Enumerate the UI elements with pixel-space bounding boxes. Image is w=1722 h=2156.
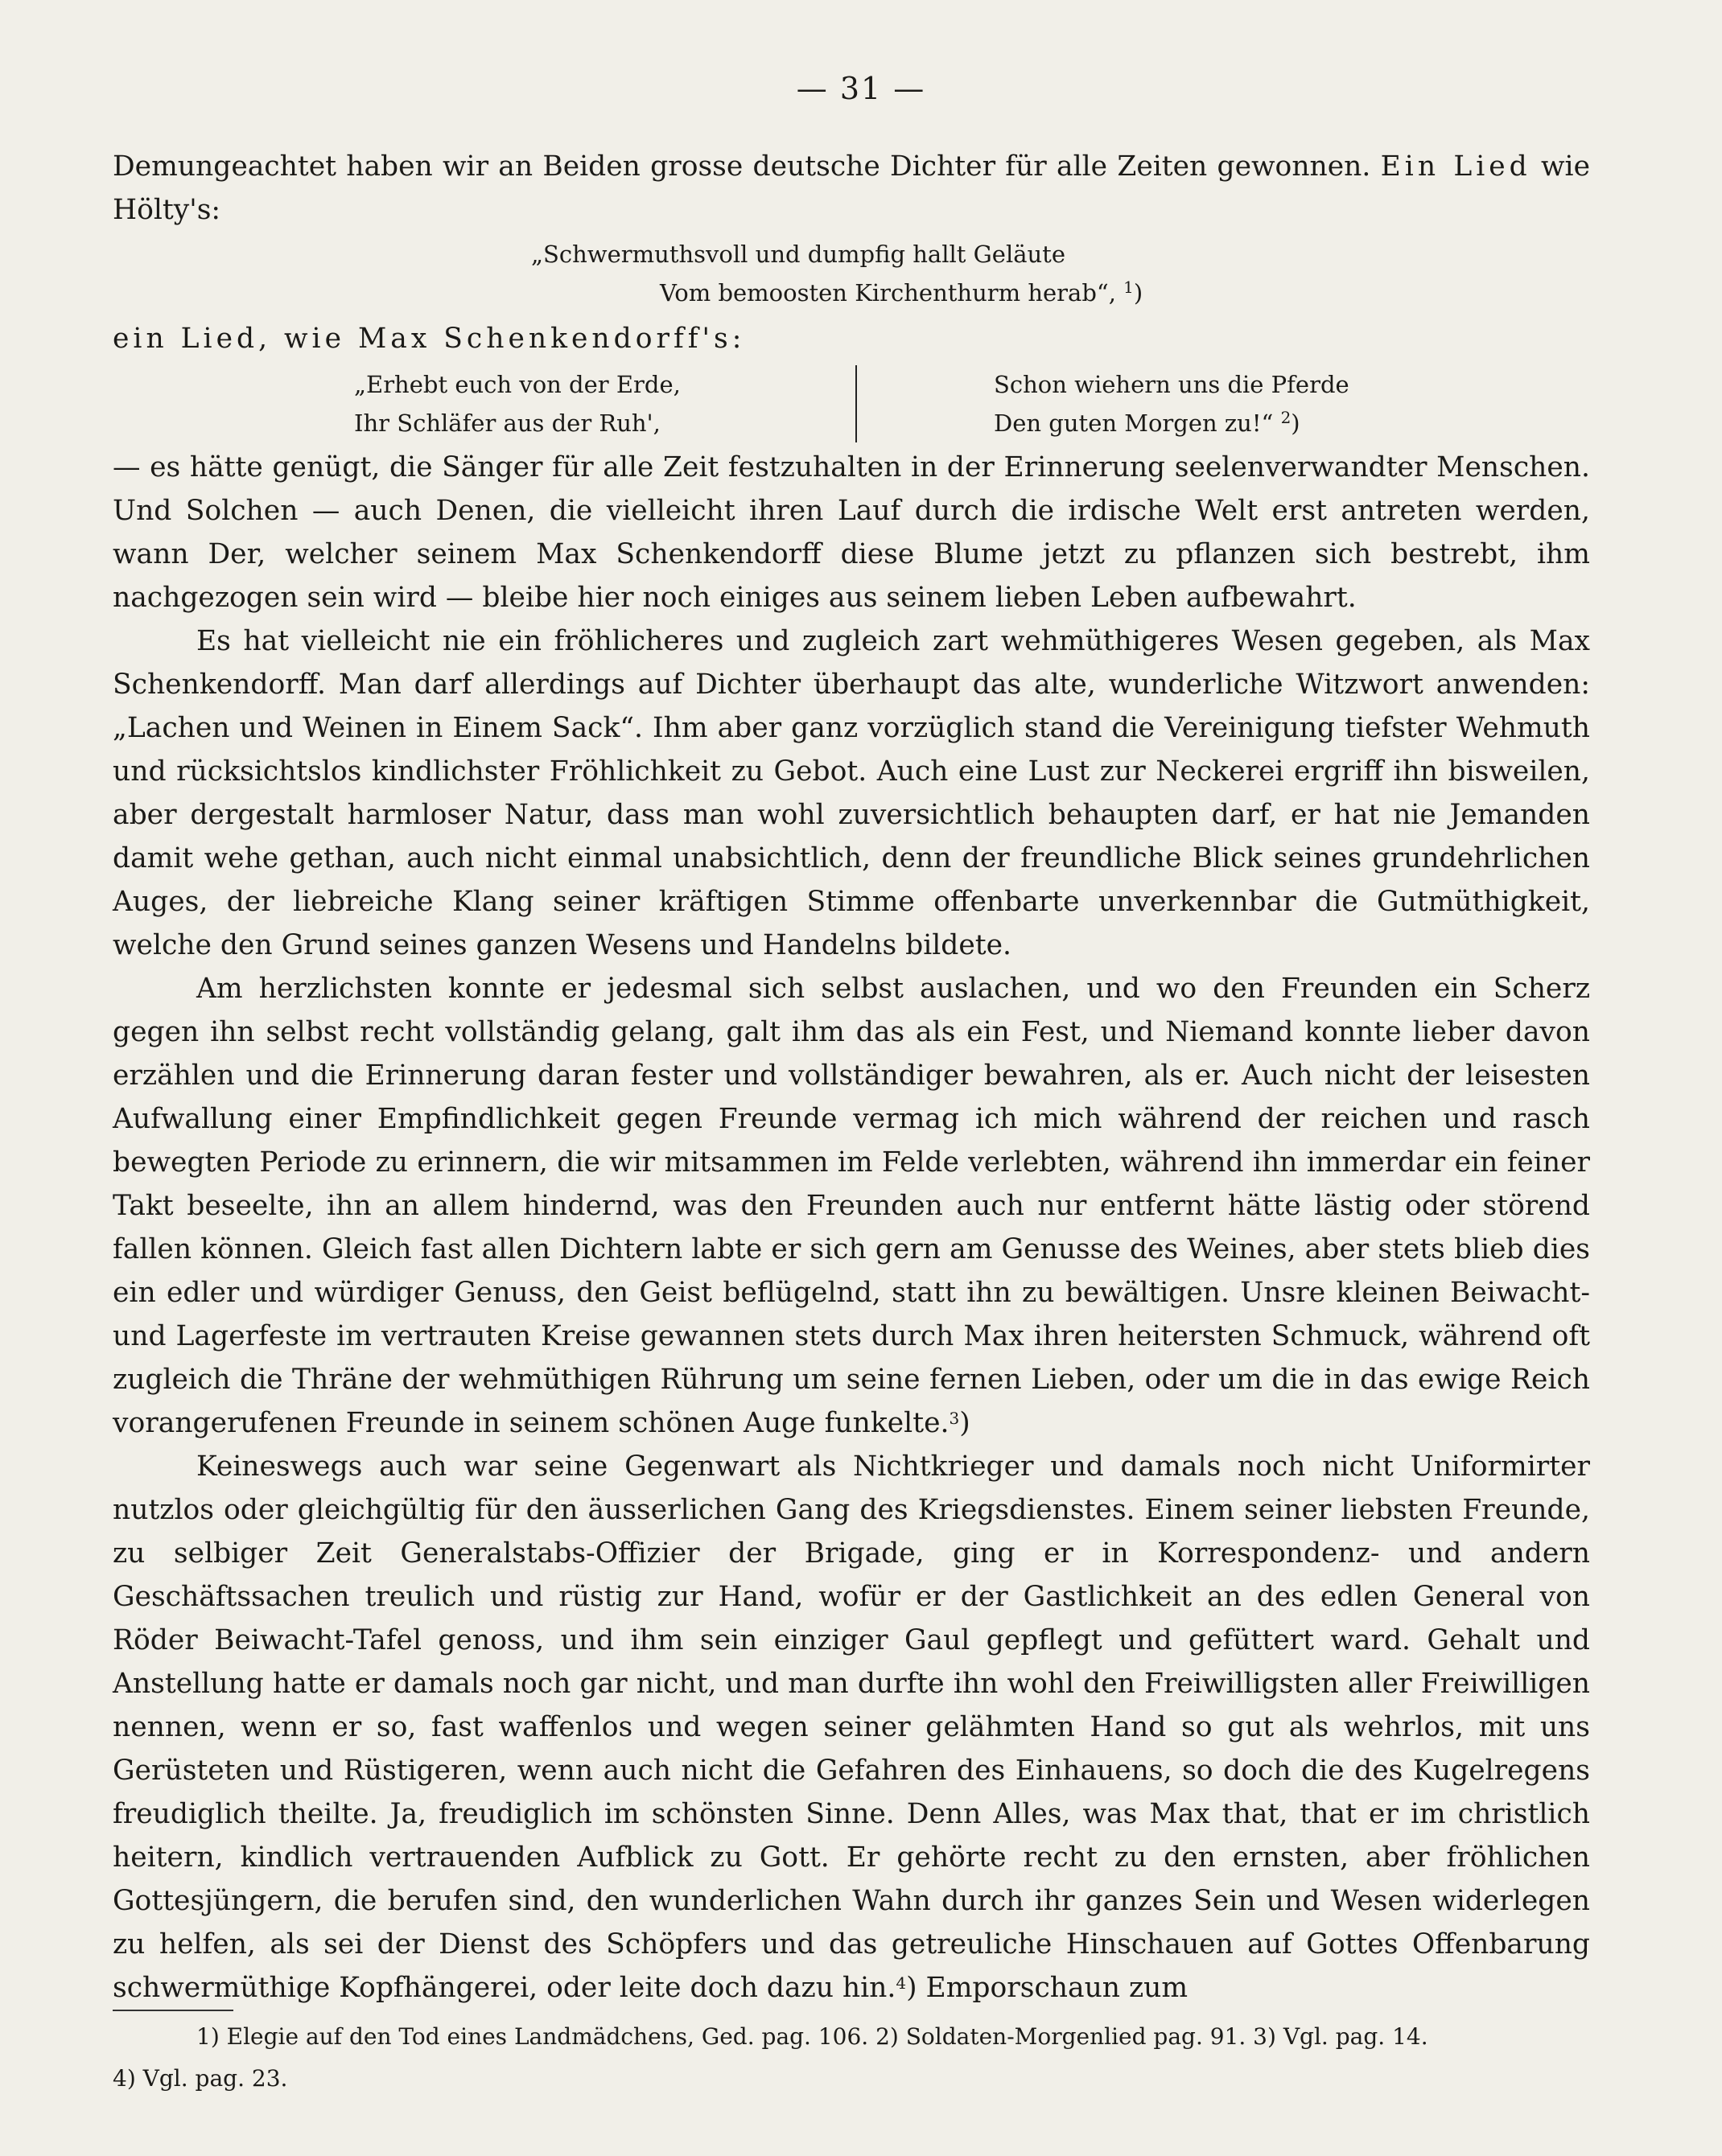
quote-holty-line2: Vom bemoosten Kirchenthurm herab“, <box>660 279 1116 307</box>
quote-holty-line2-wrap: Vom bemoosten Kirchenthurm herab“, $^1$) <box>660 278 1143 307</box>
footnote-line-2: 4) Vgl. pag. 23. <box>113 2065 288 2092</box>
paragraph-4-text: Keineswegs auch war seine Gegenwart als Nichtkrieger und damals noch nicht Uniformirter nutzlos oder gleichgültig für den äusserlichen Gang des Kriegsdienstes. Einem seiner liebsten Freunde, zu selbiger Zeit Generalstabs-Offizier der Brigade, ging er in Korrespondenz- und andern Geschäftssachen treulich und rüstig zur Hand, wofür er der Gastlichkeit an des edlen General von Röder Beiwacht-Tafel genoss, und ihm sein einziger Gaul gepflegt und gefüttert ward. Gehalt und Anstellung hatte er damals noch gar nicht, und man durfte ihn wohl den Freiwilligsten aller Freiwilligen nennen, wenn er so, fast waffenlos und wegen seiner gelähmten Hand so gut als wehrlos, mit uns Gerüsteten und Rüstigeren, wenn auch nicht die Gefahren des Einhauens, so doch die des Kugelregens freudiglich theilte. Ja, freudiglich im schönsten Sinne. Denn Alles, was Max that, that er im christlich heitern, kindlich vertrauenden Aufblick zu Gott. Er gehörte recht zu den ernsten, aber fröhlichen Gottesjüngern, die berufen sind, den wunderlichen Wahn durch ihr ganzes Sein und Wesen widerlegen zu helfen, als sei der Dienst des Schöpfers und das getreuliche Hinschauen auf Gottes Offenbarung schwermüthige Kopfhängerei, oder leite doch dazu hin. <box>113 1450 1590 2004</box>
footnote-ref-2: 2 <box>1280 408 1292 427</box>
paragraph-3: Am herzlichsten konnte er jedesmal sich selbst auslachen, und wo den Freunden ein Scherz gegen ihn selbst recht vollständig gelang, galt ihm das als ein Fest, und Niemand konnte lieber davon erzählen und die Erinnerung daran fester und vollständiger bewahren, als er. Auch nicht der leisesten Aufwallung einer Empfindlichkeit gegen Freunde vermag ich mich während der reichen und rasch bewegten Periode zu erinnern, die wir mitsammen im Felde verlebten, während ihn immerdar ein feiner Takt beseelte, ihn an allem hindernd, was den Freunden auch nur entfernt hätte lästig oder störend fallen können. Gleich fast allen Dichtern labte er sich gern am Genusse des Weines, aber stets blieb dies ein edler und würdiger Genuss, den Geist beflügelnd, statt ihn zu bewältigen. Unsre kleinen Beiwacht- und Lagerfeste im vertrauten Kreise gewannen stets durch Max ihren heitersten Schmuck, während oft zugleich die Thräne der wehmüthigen Rührung um seine fernen Lieben, oder um die in das ewige Reich vorangerufenen Freunde in seinem schönen Auge funkelte.$^3$) <box>113 973 1590 1439</box>
paragraph-4-tail: Emporschaun zum <box>917 1972 1189 2004</box>
quote-schenkendorff-left-line2: Ihr Schläfer aus der Ruh', <box>354 409 661 437</box>
footnotes <box>113 2016 1590 2100</box>
quote-holty-line1: „Schwermuthsvoll und dumpfig hallt Geläute <box>531 241 1065 268</box>
footnote-line-1: 1) Elegie auf den Tod eines Landmädchens, Ged. pag. 106. 2) Soldaten-Morgenlied pag. 91. 3) Vgl. pag. 14. <box>196 2023 1428 2050</box>
paragraph-1: — es hätte genügt, die Sänger für alle Zeit festzuhalten in der Erinnerung seelenverwandter Menschen. Und Solchen — auch Denen, die vielleicht ihren Lauf durch die irdische Welt erst antreten werden, wann Der, welcher seinem Max Schenkendorff diese Blume jetzt zu pflanzen sich bestrebt, ihm nachgezogen sein wird — bleibe hier noch einiges aus seinem lieben Leben aufbewahrt. <box>113 451 1590 614</box>
quote-schenkendorff-right-line2-wrap: Den guten Morgen zu!“ $^2$) <box>994 408 1300 437</box>
body-text <box>113 145 1590 2010</box>
footnote-divider <box>113 2010 233 2011</box>
lead-schenkendorff: ein Lied, wie Max Schenkendorff's: <box>113 323 746 355</box>
page-number: — 31 — <box>796 71 926 106</box>
intro-holty: wie Hölty's: <box>113 150 1590 226</box>
quote-schenkendorff-right <box>857 365 1349 442</box>
intro-emphasis: Ein Lied <box>1380 150 1531 183</box>
intro-paragraph <box>113 145 1590 232</box>
quote-holty <box>113 235 1590 312</box>
quote-schenkendorff <box>113 365 1590 442</box>
quote-schenkendorff-right-line1: Schon wiehern uns die Pferde <box>994 371 1349 398</box>
paragraph-3-text: Am herzlichsten konnte er jedesmal sich selbst auslachen, und wo den Freunden ein Scherz gegen ihn selbst recht vollständig gelang, galt ihm das als ein Fest, und Niemand konnte lieber davon erzählen und die Erinnerung daran fester und vollständiger bewahren, als er. Auch nicht der leisesten Aufwallung einer Empfindlichkeit gegen Freunde vermag ich mich während der reichen und rasch bewegten Periode zu erinnern, die wir mitsammen im Felde verlebten, während ihn immerdar ein feiner Takt beseelte, ihn an allem hindernd, was den Freunden auch nur entfernt hätte lästig oder störend fallen können. Gleich fast allen Dichtern labte er sich gern am Genusse des Weines, aber stets blieb dies ein edler und würdiger Genuss, den Geist beflügelnd, statt ihn zu bewältigen. Unsre kleinen Beiwacht- und Lagerfeste im vertrauten Kreise gewannen stets durch Max ihren heitersten Schmuck, während oft zugleich die Thräne der wehmüthigen Rührung um seine fernen Lieben, oder um die in das ewige Reich vorangerufenen Freunde in seinem schönen Auge funkelte. <box>113 973 1590 1439</box>
footnote-ref-1: 1 <box>1123 278 1134 297</box>
paragraph-4: Keineswegs auch war seine Gegenwart als Nichtkrieger und damals noch nicht Uniformirter nutzlos oder gleichgültig für den äusserlichen Gang des Kriegsdienstes. Einem seiner liebsten Freunde, zu selbiger Zeit Generalstabs-Offizier der Brigade, ging er in Korrespondenz- und andern Geschäftssachen treulich und rüstig zur Hand, wofür er der Gastlichkeit an des edlen General von Röder Beiwacht-Tafel genoss, und ihm sein einziger Gaul gepflegt und gefüttert ward. Gehalt und Anstellung hatte er damals noch gar nicht, und man durfte ihn wohl den Freiwilligsten aller Freiwilligen nennen, wenn er so, fast waffenlos und wegen seiner gelähmten Hand so gut als wehrlos, mit uns Gerüsteten und Rüstigeren, wenn auch nicht die Gefahren des Einhauens, so doch die des Kugelregens freudiglich theilte. Ja, freudiglich im schönsten Sinne. Denn Alles, was Max that, that er im christlich heitern, kindlich vertrauenden Aufblick zu Gott. Er gehörte recht zu den ernsten, aber fröhlichen Gottesjüngern, die berufen sind, den wunderlichen Wahn durch ihr ganzes Sein und Wesen widerlegen zu helfen, als sei der Dienst des Schöpfers und das getreuliche Hinschauen auf Gottes Offenbarung schwermüthige Kopfhängerei, oder leite doch dazu hin.$^4$) Emporschaun zum <box>113 1450 1590 2004</box>
quote-schenkendorff-left-line1: „Erhebt euch von der Erde, <box>354 371 681 398</box>
paragraph-2: Es hat vielleicht nie ein fröhlicheres und zugleich zart wehmüthigeres Wesen gegeben, als Max Schenkendorff. Man darf allerdings auf Dichter überhaupt das alte, wunderliche Witzwort anwenden: „Lachen und Weinen in Einem Sack“. Ihm aber ganz vorzüglich stand die Vereinigung tiefster Wehmuth und rücksichtslos kindlichster Fröhlichkeit zu Gebot. Auch eine Lust zur Neckerei ergriff ihn bisweilen, aber dergestalt harmloser Natur, dass man wohl zuversichtlich behaupten darf, er hat nie Jemanden damit wehe gethan, auch nicht einmal unabsichtlich, denn der freundliche Blick seines grundehrlichen Auges, der liebreiche Klang seiner kräftigen Stimme offenbarte unverkennbar die Gutmüthigkeit, welche den Grund seines ganzen Wesens und Handelns bildete. <box>113 625 1590 961</box>
quote-schenkendorff-left <box>113 365 857 442</box>
footnote-ref-4: 4 <box>896 1973 907 1993</box>
intro-text: Demungeachtet haben wir an Beiden grosse deutsche Dichter für alle Zeiten gewonnen. <box>113 150 1381 183</box>
quote-schenkendorff-right-line2: Den guten Morgen zu!“ <box>994 409 1274 437</box>
footnote-ref-3: 3 <box>949 1409 960 1428</box>
